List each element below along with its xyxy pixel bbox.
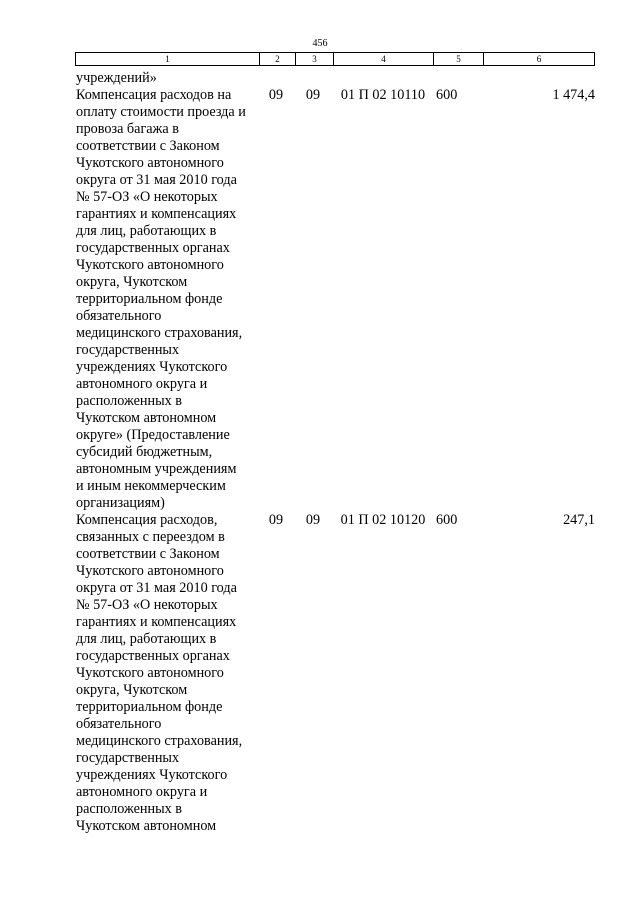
description-line: автономного округа и [76,784,208,800]
description-line: гарантиях и компенсациях [76,206,237,222]
cell-description [76,87,260,512]
description-line: расположенных в [76,801,182,817]
description-line: обязательного [76,716,162,732]
description-line: учреждениях Чукотского [76,359,228,375]
cell-target-article: 01 П 02 10110 [340,87,426,103]
cell-amount: 1 474,4 [552,87,595,103]
cell-amount: 247,1 [563,512,595,528]
description-line: учреждений» [76,70,157,86]
description-line: для лиц, работающих в [76,223,217,239]
cell-section: 09 [268,87,284,103]
cell-subsection: 09 [305,512,321,528]
description-line: для лиц, работающих в [76,631,217,647]
description-line: № 57-ОЗ «О некоторых [76,189,218,205]
cell-target-article: 01 П 02 10120 [340,512,426,528]
description-line: учреждениях Чукотского [76,767,228,783]
header-cell-1: 1 [76,53,260,65]
description-line: оплату стоимости проезда и [76,104,246,120]
description-line: автономного округа и [76,376,208,392]
description-line: Чукотского автономного [76,155,224,171]
description-line: расположенных в [76,393,182,409]
header-cell-4: 4 [334,53,434,65]
description-line: гарантиях и компенсациях [76,614,237,630]
cell-description [76,70,260,87]
header-cell-6: 6 [536,54,542,64]
description-line: № 57-ОЗ «О некоторых [76,597,218,613]
description-line: Чукотском автономном [76,818,217,834]
description-line: соответствии с Законом [76,546,220,562]
description-line: связанных с переездом в [76,529,225,545]
header-cell-2: 2 [260,53,296,65]
description-line: государственных [76,342,180,358]
table-row [76,87,596,512]
description-line: государственных [76,750,180,766]
description-line: государственных органах [76,240,230,256]
cell-description [76,512,260,835]
description-line: медицинского страхования, [76,733,243,749]
table-header-row [75,52,595,66]
description-line: организациям) [76,495,165,511]
description-line: Компенсация расходов на [76,87,232,103]
cell-section: 09 [268,512,284,528]
description-line: государственных органах [76,648,230,664]
description-line: Чукотского автономного [76,665,224,681]
page-number: 456 [312,38,328,49]
header-cell-5: 5 [434,53,484,65]
cell-expense-type: 600 [436,87,458,103]
table-body [76,70,596,835]
description-line: округа от 31 мая 2010 года [76,580,237,596]
description-line: округа, Чукотском [76,682,188,698]
description-line: автономным учреждениям [76,461,237,477]
description-line: округе» (Предоставление [76,427,230,443]
description-line: субсидий бюджетным, [76,444,213,460]
description-line: провоза багажа в [76,121,179,137]
description-line: и иным некоммерческим [76,478,226,494]
description-line: округа от 31 мая 2010 года [76,172,237,188]
description-line: Чукотского автономного [76,257,224,273]
cell-subsection: 09 [305,87,321,103]
description-line: округа, Чукотском [76,274,188,290]
description-line: территориальном фонде [76,699,223,715]
table-row [76,512,596,835]
cell-expense-type: 600 [436,512,458,528]
description-line: соответствии с Законом [76,138,220,154]
description-line: Чукотском автономном [76,410,217,426]
description-line: территориальном фонде [76,291,223,307]
description-line: обязательного [76,308,162,324]
header-cell-3: 3 [296,53,334,65]
description-line: медицинского страхования, [76,325,243,341]
table-row [76,70,596,87]
description-line: Компенсация расходов, [76,512,218,528]
description-line: Чукотского автономного [76,563,224,579]
